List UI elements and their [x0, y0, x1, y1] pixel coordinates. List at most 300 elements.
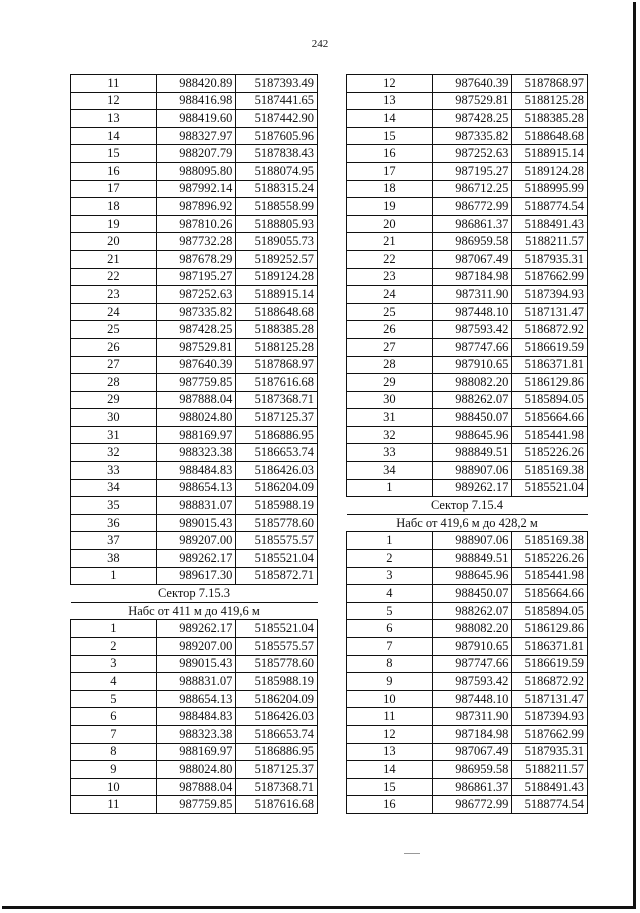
table-row — [347, 725, 588, 743]
table-row — [347, 796, 588, 814]
point-number-cell: 11 — [71, 75, 157, 93]
y-coordinate-cell: 5189124.28 — [512, 162, 588, 180]
point-number-cell: 27 — [71, 356, 157, 374]
y-coordinate-cell: 5187393.49 — [236, 75, 318, 93]
x-coordinate-cell: 988262.07 — [432, 391, 512, 409]
sector-header-row — [347, 514, 588, 532]
table-row — [71, 374, 318, 392]
point-number-cell: 27 — [347, 338, 433, 356]
x-coordinate-cell: 989262.17 — [156, 620, 236, 638]
table-row — [347, 761, 588, 779]
table-row — [347, 409, 588, 427]
point-number-cell: 14 — [347, 110, 433, 128]
y-coordinate-cell: 5185664.66 — [512, 409, 588, 427]
y-coordinate-cell: 5185226.26 — [512, 444, 588, 462]
table-row — [71, 75, 318, 93]
table-row — [347, 233, 588, 251]
y-coordinate-cell: 5187368.71 — [236, 391, 318, 409]
y-coordinate-cell: 5186129.86 — [512, 620, 588, 638]
table-row — [347, 444, 588, 462]
y-coordinate-cell: 5188774.54 — [512, 796, 588, 814]
y-coordinate-cell: 5188491.43 — [512, 778, 588, 796]
table-row — [71, 743, 318, 761]
x-coordinate-cell: 986712.25 — [432, 180, 512, 198]
y-coordinate-cell: 5187605.96 — [236, 127, 318, 145]
y-coordinate-cell: 5185169.38 — [512, 532, 588, 550]
table-row — [71, 479, 318, 497]
y-coordinate-cell: 5185575.57 — [236, 638, 318, 656]
point-number-cell: 2 — [71, 638, 157, 656]
table-row — [71, 338, 318, 356]
table-row — [71, 761, 318, 779]
scan-mark — [404, 853, 420, 854]
sector-title: Сектор 7.15.3 — [71, 585, 318, 603]
table-row — [71, 110, 318, 128]
sector-title: Сектор 7.15.4 — [347, 497, 588, 515]
point-number-cell: 16 — [347, 145, 433, 163]
x-coordinate-cell: 987747.66 — [432, 655, 512, 673]
y-coordinate-cell: 5186653.74 — [236, 725, 318, 743]
y-coordinate-cell: 5189252.57 — [236, 250, 318, 268]
y-coordinate-cell: 5186619.59 — [512, 655, 588, 673]
point-number-cell: 29 — [71, 391, 157, 409]
point-number-cell: 4 — [71, 673, 157, 691]
x-coordinate-cell: 987888.04 — [156, 778, 236, 796]
x-coordinate-cell: 989617.30 — [156, 567, 236, 585]
table-row — [347, 321, 588, 339]
x-coordinate-cell: 986772.99 — [432, 198, 512, 216]
table-row — [347, 532, 588, 550]
point-number-cell: 1 — [71, 620, 157, 638]
x-coordinate-cell: 987311.90 — [432, 286, 512, 304]
table-row — [347, 585, 588, 603]
x-coordinate-cell: 988416.98 — [156, 92, 236, 110]
table-row — [347, 655, 588, 673]
point-number-cell: 29 — [347, 374, 433, 392]
x-coordinate-cell: 987732.28 — [156, 233, 236, 251]
y-coordinate-cell: 5185521.04 — [236, 550, 318, 568]
y-coordinate-cell: 5189124.28 — [236, 268, 318, 286]
point-number-cell: 11 — [347, 708, 433, 726]
y-coordinate-cell: 5186204.09 — [236, 479, 318, 497]
point-number-cell: 35 — [71, 497, 157, 515]
point-number-cell: 15 — [347, 127, 433, 145]
x-coordinate-cell: 987335.82 — [432, 127, 512, 145]
point-number-cell: 4 — [347, 585, 433, 603]
table-row — [347, 198, 588, 216]
point-number-cell: 5 — [347, 602, 433, 620]
table-row — [71, 444, 318, 462]
point-number-cell: 9 — [71, 761, 157, 779]
x-coordinate-cell: 989262.17 — [432, 479, 512, 497]
coordinates-table-left — [70, 74, 318, 814]
x-coordinate-cell: 986861.37 — [432, 778, 512, 796]
x-coordinate-cell: 987067.49 — [432, 250, 512, 268]
point-number-cell: 21 — [347, 233, 433, 251]
table-row — [347, 550, 588, 568]
y-coordinate-cell: 5185894.05 — [512, 391, 588, 409]
x-coordinate-cell: 987529.81 — [432, 92, 512, 110]
point-number-cell: 32 — [71, 444, 157, 462]
y-coordinate-cell: 5186371.81 — [512, 638, 588, 656]
table-row — [71, 655, 318, 673]
x-coordinate-cell: 987195.27 — [156, 268, 236, 286]
table-row — [347, 743, 588, 761]
point-number-cell: 34 — [71, 479, 157, 497]
y-coordinate-cell: 5188125.28 — [512, 92, 588, 110]
y-coordinate-cell: 5187394.93 — [512, 286, 588, 304]
table-row — [71, 268, 318, 286]
y-coordinate-cell: 5187131.47 — [512, 690, 588, 708]
sector-subtitle: Набс от 419,6 м до 428,2 м — [347, 514, 588, 532]
x-coordinate-cell: 987593.42 — [432, 321, 512, 339]
point-number-cell: 14 — [71, 127, 157, 145]
table-row — [347, 690, 588, 708]
point-number-cell: 26 — [347, 321, 433, 339]
y-coordinate-cell: 5187131.47 — [512, 303, 588, 321]
point-number-cell: 3 — [71, 655, 157, 673]
x-coordinate-cell: 987448.10 — [432, 303, 512, 321]
point-number-cell: 23 — [347, 268, 433, 286]
y-coordinate-cell: 5187868.97 — [512, 75, 588, 93]
point-number-cell: 7 — [71, 725, 157, 743]
x-coordinate-cell: 988831.07 — [156, 497, 236, 515]
x-coordinate-cell: 987252.63 — [156, 286, 236, 304]
table-row — [347, 620, 588, 638]
table-row — [71, 92, 318, 110]
point-number-cell: 18 — [347, 180, 433, 198]
point-number-cell: 11 — [71, 796, 157, 814]
y-coordinate-cell: 5188211.57 — [512, 761, 588, 779]
point-number-cell: 34 — [347, 462, 433, 480]
y-coordinate-cell: 5185521.04 — [512, 479, 588, 497]
y-coordinate-cell: 5186886.95 — [236, 426, 318, 444]
y-coordinate-cell: 5188774.54 — [512, 198, 588, 216]
y-coordinate-cell: 5187125.37 — [236, 409, 318, 427]
table-row — [71, 532, 318, 550]
x-coordinate-cell: 989015.43 — [156, 514, 236, 532]
point-number-cell: 1 — [71, 567, 157, 585]
point-number-cell: 6 — [71, 708, 157, 726]
x-coordinate-cell: 988831.07 — [156, 673, 236, 691]
table-row — [347, 638, 588, 656]
y-coordinate-cell: 5185988.19 — [236, 497, 318, 515]
point-number-cell: 6 — [347, 620, 433, 638]
coordinates-table-right — [346, 74, 588, 814]
point-number-cell: 14 — [347, 761, 433, 779]
table-row — [71, 303, 318, 321]
point-number-cell: 10 — [347, 690, 433, 708]
table-row — [347, 145, 588, 163]
point-number-cell: 12 — [347, 725, 433, 743]
x-coordinate-cell: 988169.97 — [156, 743, 236, 761]
x-coordinate-cell: 987640.39 — [432, 75, 512, 93]
x-coordinate-cell: 988849.51 — [432, 444, 512, 462]
y-coordinate-cell: 5186872.92 — [512, 321, 588, 339]
x-coordinate-cell: 989207.00 — [156, 532, 236, 550]
table-row — [347, 374, 588, 392]
table-row — [347, 75, 588, 93]
x-coordinate-cell: 987810.26 — [156, 215, 236, 233]
x-coordinate-cell: 988654.13 — [156, 479, 236, 497]
x-coordinate-cell: 988907.06 — [432, 532, 512, 550]
point-number-cell: 5 — [71, 690, 157, 708]
sector-subtitle: Набс от 411 м до 419,6 м — [71, 602, 318, 620]
table-row — [347, 180, 588, 198]
table-row — [347, 92, 588, 110]
y-coordinate-cell: 5188315.24 — [236, 180, 318, 198]
table-row — [347, 338, 588, 356]
point-number-cell: 17 — [347, 162, 433, 180]
x-coordinate-cell: 987252.63 — [432, 145, 512, 163]
x-coordinate-cell: 988323.38 — [156, 725, 236, 743]
table-row — [71, 725, 318, 743]
y-coordinate-cell: 5185872.71 — [236, 567, 318, 585]
x-coordinate-cell: 988262.07 — [432, 602, 512, 620]
point-number-cell: 30 — [347, 391, 433, 409]
x-coordinate-cell: 988419.60 — [156, 110, 236, 128]
page-number: 242 — [311, 38, 329, 50]
table-row — [71, 391, 318, 409]
y-coordinate-cell: 5187662.99 — [512, 268, 588, 286]
table-row — [71, 127, 318, 145]
y-coordinate-cell: 5186872.92 — [512, 673, 588, 691]
y-coordinate-cell: 5187935.31 — [512, 743, 588, 761]
x-coordinate-cell: 987529.81 — [156, 338, 236, 356]
x-coordinate-cell: 988907.06 — [432, 462, 512, 480]
table-row — [71, 550, 318, 568]
x-coordinate-cell: 988024.80 — [156, 761, 236, 779]
y-coordinate-cell: 5188491.43 — [512, 215, 588, 233]
y-coordinate-cell: 5185664.66 — [512, 585, 588, 603]
point-number-cell: 3 — [347, 567, 433, 585]
point-number-cell: 13 — [71, 110, 157, 128]
y-coordinate-cell: 5188915.14 — [512, 145, 588, 163]
x-coordinate-cell: 987888.04 — [156, 391, 236, 409]
y-coordinate-cell: 5188385.28 — [236, 321, 318, 339]
x-coordinate-cell: 987896.92 — [156, 198, 236, 216]
point-number-cell: 31 — [347, 409, 433, 427]
x-coordinate-cell: 987335.82 — [156, 303, 236, 321]
table-row — [71, 356, 318, 374]
point-number-cell: 22 — [71, 268, 157, 286]
table-row — [71, 514, 318, 532]
point-number-cell: 24 — [347, 286, 433, 304]
x-coordinate-cell: 988450.07 — [432, 585, 512, 603]
y-coordinate-cell: 5187935.31 — [512, 250, 588, 268]
table-row — [71, 426, 318, 444]
x-coordinate-cell: 987184.98 — [432, 725, 512, 743]
point-number-cell: 19 — [347, 198, 433, 216]
point-number-cell: 33 — [71, 462, 157, 480]
y-coordinate-cell: 5188995.99 — [512, 180, 588, 198]
x-coordinate-cell: 988645.96 — [432, 426, 512, 444]
x-coordinate-cell: 987428.25 — [156, 321, 236, 339]
point-number-cell: 13 — [347, 743, 433, 761]
point-number-cell: 30 — [71, 409, 157, 427]
y-coordinate-cell: 5187616.68 — [236, 374, 318, 392]
point-number-cell: 18 — [71, 198, 157, 216]
y-coordinate-cell: 5186426.03 — [236, 708, 318, 726]
y-coordinate-cell: 5188558.99 — [236, 198, 318, 216]
y-coordinate-cell: 5185778.60 — [236, 655, 318, 673]
x-coordinate-cell: 988082.20 — [432, 374, 512, 392]
y-coordinate-cell: 5187368.71 — [236, 778, 318, 796]
y-coordinate-cell: 5189055.73 — [236, 233, 318, 251]
x-coordinate-cell: 988024.80 — [156, 409, 236, 427]
table-row — [347, 303, 588, 321]
point-number-cell: 13 — [347, 92, 433, 110]
table-row — [347, 215, 588, 233]
point-number-cell: 25 — [347, 303, 433, 321]
table-row — [71, 409, 318, 427]
y-coordinate-cell: 5187838.43 — [236, 145, 318, 163]
table-row — [71, 567, 318, 585]
x-coordinate-cell: 988169.97 — [156, 426, 236, 444]
table-row — [347, 391, 588, 409]
table-row — [71, 180, 318, 198]
x-coordinate-cell: 988327.97 — [156, 127, 236, 145]
point-number-cell: 38 — [71, 550, 157, 568]
point-number-cell: 37 — [71, 532, 157, 550]
y-coordinate-cell: 5185169.38 — [512, 462, 588, 480]
x-coordinate-cell: 987910.65 — [432, 638, 512, 656]
y-coordinate-cell: 5185521.04 — [236, 620, 318, 638]
point-number-cell: 16 — [347, 796, 433, 814]
y-coordinate-cell: 5186653.74 — [236, 444, 318, 462]
x-coordinate-cell: 987428.25 — [432, 110, 512, 128]
x-coordinate-cell: 988420.89 — [156, 75, 236, 93]
y-coordinate-cell: 5185226.26 — [512, 550, 588, 568]
y-coordinate-cell: 5185778.60 — [236, 514, 318, 532]
point-number-cell: 25 — [71, 321, 157, 339]
y-coordinate-cell: 5188074.95 — [236, 162, 318, 180]
table-row — [71, 145, 318, 163]
table-row — [347, 356, 588, 374]
point-number-cell: 2 — [347, 550, 433, 568]
point-number-cell: 8 — [347, 655, 433, 673]
y-coordinate-cell: 5188385.28 — [512, 110, 588, 128]
sector-header-row — [71, 602, 318, 620]
point-number-cell: 36 — [71, 514, 157, 532]
table-row — [347, 462, 588, 480]
point-number-cell: 32 — [347, 426, 433, 444]
table-row — [347, 673, 588, 691]
x-coordinate-cell: 987311.90 — [432, 708, 512, 726]
point-number-cell: 33 — [347, 444, 433, 462]
table-row — [71, 198, 318, 216]
point-number-cell: 28 — [71, 374, 157, 392]
x-coordinate-cell: 989207.00 — [156, 638, 236, 656]
point-number-cell: 24 — [71, 303, 157, 321]
x-coordinate-cell: 987593.42 — [432, 673, 512, 691]
x-coordinate-cell: 988849.51 — [432, 550, 512, 568]
y-coordinate-cell: 5186371.81 — [512, 356, 588, 374]
point-number-cell: 1 — [347, 479, 433, 497]
table-row — [71, 462, 318, 480]
point-number-cell: 12 — [347, 75, 433, 93]
y-coordinate-cell: 5187868.97 — [236, 356, 318, 374]
x-coordinate-cell: 987992.14 — [156, 180, 236, 198]
x-coordinate-cell: 988654.13 — [156, 690, 236, 708]
x-coordinate-cell: 986959.58 — [432, 761, 512, 779]
x-coordinate-cell: 987910.65 — [432, 356, 512, 374]
table-row — [71, 638, 318, 656]
table-row — [71, 286, 318, 304]
point-number-cell: 28 — [347, 356, 433, 374]
point-number-cell: 7 — [347, 638, 433, 656]
table-row — [71, 778, 318, 796]
sector-header-row — [71, 585, 318, 603]
table-row — [71, 162, 318, 180]
table-row — [347, 162, 588, 180]
x-coordinate-cell: 988484.83 — [156, 708, 236, 726]
point-number-cell: 23 — [71, 286, 157, 304]
point-number-cell: 17 — [71, 180, 157, 198]
point-number-cell: 31 — [71, 426, 157, 444]
table-row — [347, 778, 588, 796]
y-coordinate-cell: 5185441.98 — [512, 426, 588, 444]
point-number-cell: 15 — [347, 778, 433, 796]
table-row — [347, 567, 588, 585]
y-coordinate-cell: 5185575.57 — [236, 532, 318, 550]
point-number-cell: 8 — [71, 743, 157, 761]
y-coordinate-cell: 5186129.86 — [512, 374, 588, 392]
y-coordinate-cell: 5188125.28 — [236, 338, 318, 356]
table-row — [71, 215, 318, 233]
y-coordinate-cell: 5188648.68 — [512, 127, 588, 145]
table-row — [71, 497, 318, 515]
point-number-cell: 20 — [347, 215, 433, 233]
y-coordinate-cell: 5187125.37 — [236, 761, 318, 779]
x-coordinate-cell: 986772.99 — [432, 796, 512, 814]
table-row — [347, 602, 588, 620]
point-number-cell: 9 — [347, 673, 433, 691]
table-row — [347, 127, 588, 145]
point-number-cell: 26 — [71, 338, 157, 356]
table-row — [71, 796, 318, 814]
x-coordinate-cell: 989015.43 — [156, 655, 236, 673]
y-coordinate-cell: 5188805.93 — [236, 215, 318, 233]
x-coordinate-cell: 988323.38 — [156, 444, 236, 462]
x-coordinate-cell: 988484.83 — [156, 462, 236, 480]
point-number-cell: 1 — [347, 532, 433, 550]
point-number-cell: 16 — [71, 162, 157, 180]
y-coordinate-cell: 5186619.59 — [512, 338, 588, 356]
y-coordinate-cell: 5188211.57 — [512, 233, 588, 251]
x-coordinate-cell: 987678.29 — [156, 250, 236, 268]
x-coordinate-cell: 987448.10 — [432, 690, 512, 708]
table-row — [71, 250, 318, 268]
y-coordinate-cell: 5185988.19 — [236, 673, 318, 691]
x-coordinate-cell: 988450.07 — [432, 409, 512, 427]
y-coordinate-cell: 5185894.05 — [512, 602, 588, 620]
table-row — [347, 479, 588, 497]
x-coordinate-cell: 987195.27 — [432, 162, 512, 180]
point-number-cell: 21 — [71, 250, 157, 268]
point-number-cell: 15 — [71, 145, 157, 163]
x-coordinate-cell: 988645.96 — [432, 567, 512, 585]
x-coordinate-cell: 987759.85 — [156, 796, 236, 814]
x-coordinate-cell: 988207.79 — [156, 145, 236, 163]
table-row — [347, 286, 588, 304]
y-coordinate-cell: 5188915.14 — [236, 286, 318, 304]
y-coordinate-cell: 5187394.93 — [512, 708, 588, 726]
y-coordinate-cell: 5187616.68 — [236, 796, 318, 814]
x-coordinate-cell: 987067.49 — [432, 743, 512, 761]
x-coordinate-cell: 987184.98 — [432, 268, 512, 286]
table-row — [71, 233, 318, 251]
